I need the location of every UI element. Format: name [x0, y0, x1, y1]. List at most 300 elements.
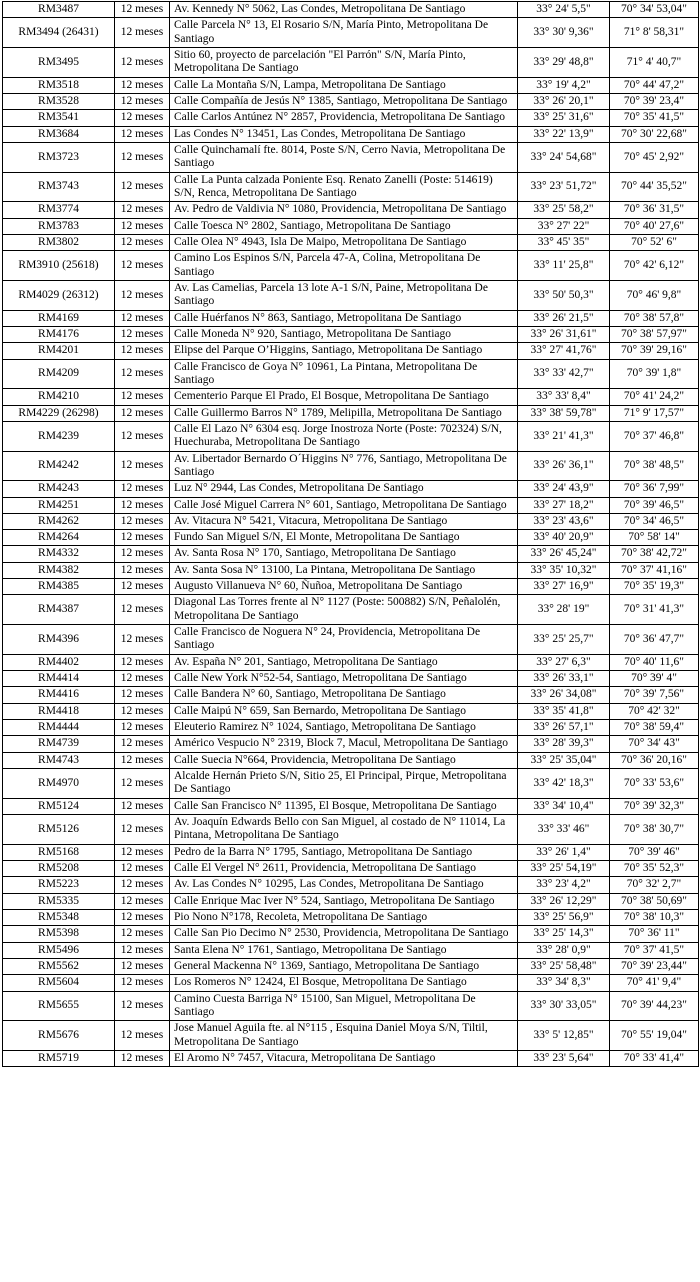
cell-latitude: 33° 19' 4,2" [518, 77, 610, 93]
cell-latitude: 33° 25' 58,2" [518, 202, 610, 218]
cell-duration: 12 meses [115, 126, 170, 142]
cell-site-id: RM5676 [3, 1021, 115, 1051]
table-row [3, 359, 699, 389]
cell-duration: 12 meses [115, 991, 170, 1021]
cell-duration: 12 meses [115, 234, 170, 250]
cell-site-id: RM4743 [3, 752, 115, 768]
cell-longitude: 70° 39' 23,44" [610, 959, 699, 975]
cell-longitude: 70° 34' 43" [610, 736, 699, 752]
cell-latitude: 33° 24' 54,68" [518, 142, 610, 172]
table-row [3, 546, 699, 562]
cell-address: Av. Pedro de Valdivia N° 1080, Providencia, Metropolitana De Santiago [170, 202, 518, 218]
table-row [3, 562, 699, 578]
cell-address: Calle Quinchamalí fte. 8014, Poste S/N, Cerro Navia, Metropolitana De Santiago [170, 142, 518, 172]
table-row [3, 202, 699, 218]
cell-duration: 12 meses [115, 2, 170, 18]
table-row [3, 720, 699, 736]
cell-duration: 12 meses [115, 546, 170, 562]
cell-duration: 12 meses [115, 110, 170, 126]
cell-longitude: 70° 36' 11" [610, 926, 699, 942]
table-row [3, 861, 699, 877]
cell-duration: 12 meses [115, 18, 170, 48]
cell-address: General Mackenna N° 1369, Santiago, Metropolitana De Santiago [170, 959, 518, 975]
cell-longitude: 70° 38' 59,4" [610, 720, 699, 736]
cell-latitude: 33° 33' 42,7" [518, 359, 610, 389]
cell-duration: 12 meses [115, 405, 170, 421]
cell-latitude: 33° 26' 31,61" [518, 326, 610, 342]
cell-site-id: RM4209 [3, 359, 115, 389]
cell-address: Diagonal Las Torres frente al N° 1127 (Poste: 500882) S/N, Peñalolén, Metropolitana De Santiago [170, 595, 518, 625]
cell-latitude: 33° 23' 51,72" [518, 172, 610, 202]
cell-longitude: 70° 39' 44,23" [610, 991, 699, 1021]
table-row [3, 172, 699, 202]
cell-site-id: RM4176 [3, 326, 115, 342]
cell-site-id: RM4264 [3, 530, 115, 546]
cell-site-id: RM4418 [3, 703, 115, 719]
cell-address: Calle Compañía de Jesús N° 1385, Santiago, Metropolitana De Santiago [170, 93, 518, 109]
cell-latitude: 33° 26' 45,24" [518, 546, 610, 562]
cell-address: Elipse del Parque O’Higgins, Santiago, Metropolitana De Santiago [170, 343, 518, 359]
cell-latitude: 33° 25' 31,6" [518, 110, 610, 126]
cell-duration: 12 meses [115, 202, 170, 218]
cell-longitude: 70° 38' 57,97" [610, 326, 699, 342]
table-row [3, 815, 699, 845]
cell-latitude: 33° 26' 36,1" [518, 451, 610, 481]
cell-latitude: 33° 5' 12,85" [518, 1021, 610, 1051]
cell-address: El Aromo N° 7457, Vitacura, Metropolitana De Santiago [170, 1050, 518, 1066]
table-row [3, 595, 699, 625]
cell-site-id: RM4332 [3, 546, 115, 562]
cell-address: Calle San Francisco N° 11395, El Bosque, Metropolitana De Santiago [170, 798, 518, 814]
table-row [3, 310, 699, 326]
table-row [3, 844, 699, 860]
cell-longitude: 70° 34' 53,04" [610, 2, 699, 18]
cell-longitude: 70° 38' 48,5" [610, 451, 699, 481]
cell-site-id: RM5719 [3, 1050, 115, 1066]
table-row [3, 343, 699, 359]
cell-latitude: 33° 28' 0,9" [518, 942, 610, 958]
cell-latitude: 33° 27' 6,3" [518, 654, 610, 670]
cell-site-id: RM4229 (26298) [3, 405, 115, 421]
cell-longitude: 70° 37' 46,8" [610, 421, 699, 451]
cell-latitude: 33° 42' 18,3" [518, 769, 610, 799]
cell-duration: 12 meses [115, 815, 170, 845]
table-row [3, 481, 699, 497]
cell-site-id: RM5562 [3, 959, 115, 975]
cell-duration: 12 meses [115, 910, 170, 926]
cell-site-id: RM3783 [3, 218, 115, 234]
cell-duration: 12 meses [115, 687, 170, 703]
cell-latitude: 33° 26' 12,29" [518, 893, 610, 909]
cell-longitude: 70° 38' 50,69" [610, 893, 699, 909]
coordinates-table [2, 1, 699, 1067]
cell-address: Av. España N° 201, Santiago, Metropolitana De Santiago [170, 654, 518, 670]
cell-latitude: 33° 26' 33,1" [518, 671, 610, 687]
cell-duration: 12 meses [115, 481, 170, 497]
cell-address: Fundo San Miguel S/N, El Monte, Metropolitana De Santiago [170, 530, 518, 546]
cell-duration: 12 meses [115, 861, 170, 877]
cell-latitude: 33° 26' 21,5" [518, 310, 610, 326]
table-row [3, 421, 699, 451]
cell-address: Calle San Pio Decimo N° 2530, Providencia, Metropolitana De Santiago [170, 926, 518, 942]
cell-latitude: 33° 23' 43,6" [518, 513, 610, 529]
cell-longitude: 70° 38' 10,3" [610, 910, 699, 926]
cell-site-id: RM4416 [3, 687, 115, 703]
cell-duration: 12 meses [115, 251, 170, 281]
cell-latitude: 33° 33' 46" [518, 815, 610, 845]
cell-latitude: 33° 45' 35" [518, 234, 610, 250]
table-row [3, 389, 699, 405]
cell-site-id: RM4201 [3, 343, 115, 359]
table-row [3, 736, 699, 752]
table-row [3, 910, 699, 926]
cell-duration: 12 meses [115, 926, 170, 942]
cell-address: Calle Maipú N° 659, San Bernardo, Metropolitana De Santiago [170, 703, 518, 719]
cell-site-id: RM4243 [3, 481, 115, 497]
cell-address: Augusto Villanueva N° 60, Ñuñoa, Metropolitana De Santiago [170, 579, 518, 595]
table-row [3, 18, 699, 48]
table-row [3, 975, 699, 991]
cell-site-id: RM4414 [3, 671, 115, 687]
cell-duration: 12 meses [115, 497, 170, 513]
cell-longitude: 70° 39' 46" [610, 844, 699, 860]
cell-site-id: RM5126 [3, 815, 115, 845]
cell-longitude: 70° 34' 46,5" [610, 513, 699, 529]
cell-address: Alcalde Hernán Prieto S/N, Sitio 25, El Principal, Pirque, Metropolitana De Santiago [170, 769, 518, 799]
cell-address: Calle Carlos Antúnez N° 2857, Providencia, Metropolitana De Santiago [170, 110, 518, 126]
cell-duration: 12 meses [115, 218, 170, 234]
cell-site-id: RM4242 [3, 451, 115, 481]
cell-address: Los Romeros N° 12424, El Bosque, Metropolitana De Santiago [170, 975, 518, 991]
cell-address: Pedro de la Barra N° 1795, Santiago, Metropolitana De Santiago [170, 844, 518, 860]
cell-address: Av. Libertador Bernardo O´Higgins N° 776, Santiago, Metropolitana De Santiago [170, 451, 518, 481]
cell-duration: 12 meses [115, 1050, 170, 1066]
cell-site-id: RM4169 [3, 310, 115, 326]
cell-longitude: 70° 35' 19,3" [610, 579, 699, 595]
cell-address: Av. Santa Rosa N° 170, Santiago, Metropolitana De Santiago [170, 546, 518, 562]
cell-longitude: 70° 39' 23,4" [610, 93, 699, 109]
cell-latitude: 33° 27' 18,2" [518, 497, 610, 513]
table-row [3, 798, 699, 814]
table-row [3, 47, 699, 77]
cell-site-id: RM3684 [3, 126, 115, 142]
cell-site-id: RM4444 [3, 720, 115, 736]
cell-address: Calle La Montaña S/N, Lampa, Metropolitana De Santiago [170, 77, 518, 93]
cell-address: Calle Huérfanos N° 863, Santiago, Metropolitana De Santiago [170, 310, 518, 326]
cell-site-id: RM4402 [3, 654, 115, 670]
cell-duration: 12 meses [115, 451, 170, 481]
cell-longitude: 71° 4' 40,7" [610, 47, 699, 77]
table-row [3, 2, 699, 18]
cell-site-id: RM4210 [3, 389, 115, 405]
cell-site-id: RM5348 [3, 910, 115, 926]
table-row [3, 625, 699, 655]
table-row [3, 579, 699, 595]
cell-latitude: 33° 27' 16,9" [518, 579, 610, 595]
cell-site-id: RM4396 [3, 625, 115, 655]
cell-latitude: 33° 34' 10,4" [518, 798, 610, 814]
cell-latitude: 33° 30' 9,36" [518, 18, 610, 48]
cell-address: Av. Joaquín Edwards Bello con San Miguel, al costado de N° 11014, La Pintana, Metropolitana De Santiago [170, 815, 518, 845]
table-row [3, 142, 699, 172]
table-row [3, 251, 699, 281]
cell-longitude: 70° 58' 14" [610, 530, 699, 546]
cell-address: Av. Kennedy N° 5062, Las Condes, Metropolitana De Santiago [170, 2, 518, 18]
cell-longitude: 70° 44' 35,52" [610, 172, 699, 202]
cell-address: Av. Las Condes N° 10295, Las Condes, Metropolitana De Santiago [170, 877, 518, 893]
cell-address: Eleuterio Ramirez N° 1024, Santiago, Metropolitana De Santiago [170, 720, 518, 736]
cell-longitude: 70° 35' 41,5" [610, 110, 699, 126]
cell-latitude: 33° 27' 22" [518, 218, 610, 234]
cell-duration: 12 meses [115, 93, 170, 109]
table-row [3, 451, 699, 481]
cell-latitude: 33° 33' 8,4" [518, 389, 610, 405]
cell-latitude: 33° 38' 59,78" [518, 405, 610, 421]
cell-longitude: 70° 39' 7,56" [610, 687, 699, 703]
cell-duration: 12 meses [115, 421, 170, 451]
table-row [3, 687, 699, 703]
cell-site-id: RM3910 (25618) [3, 251, 115, 281]
cell-duration: 12 meses [115, 326, 170, 342]
cell-longitude: 70° 36' 20,16" [610, 752, 699, 768]
cell-longitude: 70° 37' 41,5" [610, 942, 699, 958]
cell-longitude: 70° 33' 41,4" [610, 1050, 699, 1066]
table-row [3, 654, 699, 670]
cell-duration: 12 meses [115, 513, 170, 529]
table-row [3, 405, 699, 421]
cell-longitude: 70° 41' 24,2" [610, 389, 699, 405]
cell-longitude: 70° 36' 31,5" [610, 202, 699, 218]
cell-longitude: 70° 36' 47,7" [610, 625, 699, 655]
cell-longitude: 70° 39' 46,5" [610, 497, 699, 513]
cell-address: Calle Enrique Mac Iver N° 524, Santiago, Metropolitana De Santiago [170, 893, 518, 909]
cell-site-id: RM3495 [3, 47, 115, 77]
cell-latitude: 33° 21' 41,3" [518, 421, 610, 451]
cell-duration: 12 meses [115, 359, 170, 389]
cell-site-id: RM3802 [3, 234, 115, 250]
cell-longitude: 70° 45' 2,92" [610, 142, 699, 172]
table-row [3, 326, 699, 342]
cell-site-id: RM4251 [3, 497, 115, 513]
table-row [3, 893, 699, 909]
cell-duration: 12 meses [115, 172, 170, 202]
cell-site-id: RM4385 [3, 579, 115, 595]
cell-site-id: RM4262 [3, 513, 115, 529]
cell-latitude: 33° 23' 5,64" [518, 1050, 610, 1066]
cell-longitude: 70° 38' 57,8" [610, 310, 699, 326]
cell-site-id: RM5496 [3, 942, 115, 958]
cell-latitude: 33° 28' 19" [518, 595, 610, 625]
cell-address: Luz N° 2944, Las Condes, Metropolitana De Santiago [170, 481, 518, 497]
table-body [3, 2, 699, 1067]
cell-site-id: RM3774 [3, 202, 115, 218]
cell-longitude: 70° 41' 9,4" [610, 975, 699, 991]
cell-address: Calle Olea N° 4943, Isla De Maipo, Metropolitana De Santiago [170, 234, 518, 250]
cell-address: Av. Santa Sosa N° 13100, La Pintana, Metropolitana De Santiago [170, 562, 518, 578]
cell-address: Calle Guillermo Barros N° 1789, Melipilla, Metropolitana De Santiago [170, 405, 518, 421]
cell-site-id: RM5124 [3, 798, 115, 814]
cell-address: Camino Cuesta Barriga N° 15100, San Miguel, Metropolitana De Santiago [170, 991, 518, 1021]
cell-longitude: 70° 38' 30,7" [610, 815, 699, 845]
cell-longitude: 70° 31' 41,3" [610, 595, 699, 625]
cell-latitude: 33° 24' 5,5" [518, 2, 610, 18]
cell-latitude: 33° 34' 8,3" [518, 975, 610, 991]
cell-duration: 12 meses [115, 798, 170, 814]
cell-site-id: RM3487 [3, 2, 115, 18]
cell-site-id: RM3723 [3, 142, 115, 172]
cell-site-id: RM4970 [3, 769, 115, 799]
table-row [3, 671, 699, 687]
cell-address: Pio Nono N°178, Recoleta, Metropolitana De Santiago [170, 910, 518, 926]
cell-longitude: 70° 32' 2,7" [610, 877, 699, 893]
cell-latitude: 33° 28' 39,3" [518, 736, 610, 752]
cell-longitude: 71° 8' 58,31" [610, 18, 699, 48]
cell-latitude: 33° 26' 34,08" [518, 687, 610, 703]
cell-duration: 12 meses [115, 893, 170, 909]
cell-longitude: 70° 40' 27,6" [610, 218, 699, 234]
cell-latitude: 33° 25' 58,48" [518, 959, 610, 975]
cell-site-id: RM5604 [3, 975, 115, 991]
cell-duration: 12 meses [115, 975, 170, 991]
cell-duration: 12 meses [115, 769, 170, 799]
cell-latitude: 33° 25' 54,19" [518, 861, 610, 877]
cell-address: Calle Francisco de Goya N° 10961, La Pintana, Metropolitana De Santiago [170, 359, 518, 389]
table-row [3, 942, 699, 958]
cell-longitude: 70° 38' 42,72" [610, 546, 699, 562]
cell-longitude: 70° 39' 32,3" [610, 798, 699, 814]
cell-address: Cementerio Parque El Prado, El Bosque, Metropolitana De Santiago [170, 389, 518, 405]
cell-site-id: RM4029 (26312) [3, 280, 115, 310]
cell-duration: 12 meses [115, 310, 170, 326]
cell-latitude: 33° 25' 14,3" [518, 926, 610, 942]
cell-latitude: 33° 26' 57,1" [518, 720, 610, 736]
table-row [3, 110, 699, 126]
cell-site-id: RM4382 [3, 562, 115, 578]
cell-duration: 12 meses [115, 530, 170, 546]
cell-longitude: 70° 40' 11,6" [610, 654, 699, 670]
cell-address: Camino Los Espinos S/N, Parcela 47-A, Colina, Metropolitana De Santiago [170, 251, 518, 281]
cell-latitude: 33° 25' 56,9" [518, 910, 610, 926]
cell-latitude: 33° 50' 50,3" [518, 280, 610, 310]
cell-duration: 12 meses [115, 389, 170, 405]
cell-address: Calle New York N°52-54, Santiago, Metropolitana De Santiago [170, 671, 518, 687]
cell-longitude: 70° 37' 41,16" [610, 562, 699, 578]
table-row [3, 77, 699, 93]
table-row [3, 959, 699, 975]
cell-site-id: RM3541 [3, 110, 115, 126]
cell-latitude: 33° 25' 35,04" [518, 752, 610, 768]
cell-longitude: 70° 39' 1,8" [610, 359, 699, 389]
cell-duration: 12 meses [115, 343, 170, 359]
table-row [3, 234, 699, 250]
table-row [3, 1050, 699, 1066]
cell-duration: 12 meses [115, 752, 170, 768]
cell-longitude: 71° 9' 17,57" [610, 405, 699, 421]
table-row [3, 280, 699, 310]
cell-address: Calle Parcela N° 13, El Rosario S/N, María Pinto, Metropolitana De Santiago [170, 18, 518, 48]
cell-duration: 12 meses [115, 47, 170, 77]
cell-address: Av. Vitacura N° 5421, Vitacura, Metropolitana De Santiago [170, 513, 518, 529]
cell-duration: 12 meses [115, 877, 170, 893]
cell-address: Las Condes N° 13451, Las Condes, Metropolitana De Santiago [170, 126, 518, 142]
cell-longitude: 70° 35' 52,3" [610, 861, 699, 877]
cell-site-id: RM3518 [3, 77, 115, 93]
cell-latitude: 33° 27' 41,76" [518, 343, 610, 359]
cell-address: Américo Vespucio N° 2319, Block 7, Macul, Metropolitana De Santiago [170, 736, 518, 752]
cell-duration: 12 meses [115, 142, 170, 172]
cell-address: Sitio 60, proyecto de parcelación "El Parrón" S/N, María Pinto, Metropolitana De Santiago [170, 47, 518, 77]
cell-duration: 12 meses [115, 77, 170, 93]
cell-duration: 12 meses [115, 736, 170, 752]
cell-address: Calle José Miguel Carrera N° 601, Santiago, Metropolitana De Santiago [170, 497, 518, 513]
cell-latitude: 33° 26' 1,4" [518, 844, 610, 860]
cell-site-id: RM5655 [3, 991, 115, 1021]
cell-duration: 12 meses [115, 579, 170, 595]
cell-duration: 12 meses [115, 1021, 170, 1051]
cell-site-id: RM3528 [3, 93, 115, 109]
table-row [3, 926, 699, 942]
cell-latitude: 33° 35' 41,8" [518, 703, 610, 719]
table-row [3, 1021, 699, 1051]
cell-site-id: RM5398 [3, 926, 115, 942]
table-row [3, 769, 699, 799]
cell-address: Calle Bandera N° 60, Santiago, Metropolitana De Santiago [170, 687, 518, 703]
cell-duration: 12 meses [115, 595, 170, 625]
table-row [3, 991, 699, 1021]
cell-longitude: 70° 39' 29,16" [610, 343, 699, 359]
cell-longitude: 70° 36' 7,99" [610, 481, 699, 497]
cell-address: Jose Manuel Aguila fte. al N°115 , Esquina Daniel Moya S/N, Tiltil, Metropolitana De Santiago [170, 1021, 518, 1051]
cell-address: Santa Elena N° 1761, Santiago, Metropolitana De Santiago [170, 942, 518, 958]
cell-longitude: 70° 30' 22,68" [610, 126, 699, 142]
cell-site-id: RM5168 [3, 844, 115, 860]
cell-latitude: 33° 35' 10,32" [518, 562, 610, 578]
cell-duration: 12 meses [115, 844, 170, 860]
cell-address: Calle Toesca N° 2802, Santiago, Metropolitana De Santiago [170, 218, 518, 234]
table-row [3, 218, 699, 234]
table-row [3, 530, 699, 546]
cell-latitude: 33° 24' 43,9" [518, 481, 610, 497]
cell-longitude: 70° 33' 53,6" [610, 769, 699, 799]
cell-site-id: RM4739 [3, 736, 115, 752]
table-row [3, 513, 699, 529]
cell-latitude: 33° 25' 25,7" [518, 625, 610, 655]
cell-address: Av. Las Camelias, Parcela 13 lote A-1 S/N, Paine, Metropolitana De Santiago [170, 280, 518, 310]
cell-site-id: RM4387 [3, 595, 115, 625]
cell-duration: 12 meses [115, 720, 170, 736]
cell-site-id: RM5208 [3, 861, 115, 877]
cell-latitude: 33° 23' 4,2" [518, 877, 610, 893]
cell-site-id: RM5335 [3, 893, 115, 909]
cell-duration: 12 meses [115, 671, 170, 687]
cell-address: Calle El Vergel N° 2611, Providencia, Metropolitana De Santiago [170, 861, 518, 877]
cell-address: Calle La Punta calzada Poniente Esq. Renato Zanelli (Poste: 514619) S/N, Renca, Metropolitana De Santiago [170, 172, 518, 202]
cell-longitude: 70° 52' 6" [610, 234, 699, 250]
cell-longitude: 70° 39' 4" [610, 671, 699, 687]
cell-latitude: 33° 26' 20,1" [518, 93, 610, 109]
cell-longitude: 70° 44' 47,2" [610, 77, 699, 93]
table-row [3, 703, 699, 719]
cell-site-id: RM3743 [3, 172, 115, 202]
cell-duration: 12 meses [115, 625, 170, 655]
cell-longitude: 70° 42' 6,12" [610, 251, 699, 281]
cell-duration: 12 meses [115, 703, 170, 719]
table-row [3, 93, 699, 109]
cell-duration: 12 meses [115, 654, 170, 670]
cell-longitude: 70° 46' 9,8" [610, 280, 699, 310]
cell-latitude: 33° 29' 48,8" [518, 47, 610, 77]
cell-duration: 12 meses [115, 562, 170, 578]
